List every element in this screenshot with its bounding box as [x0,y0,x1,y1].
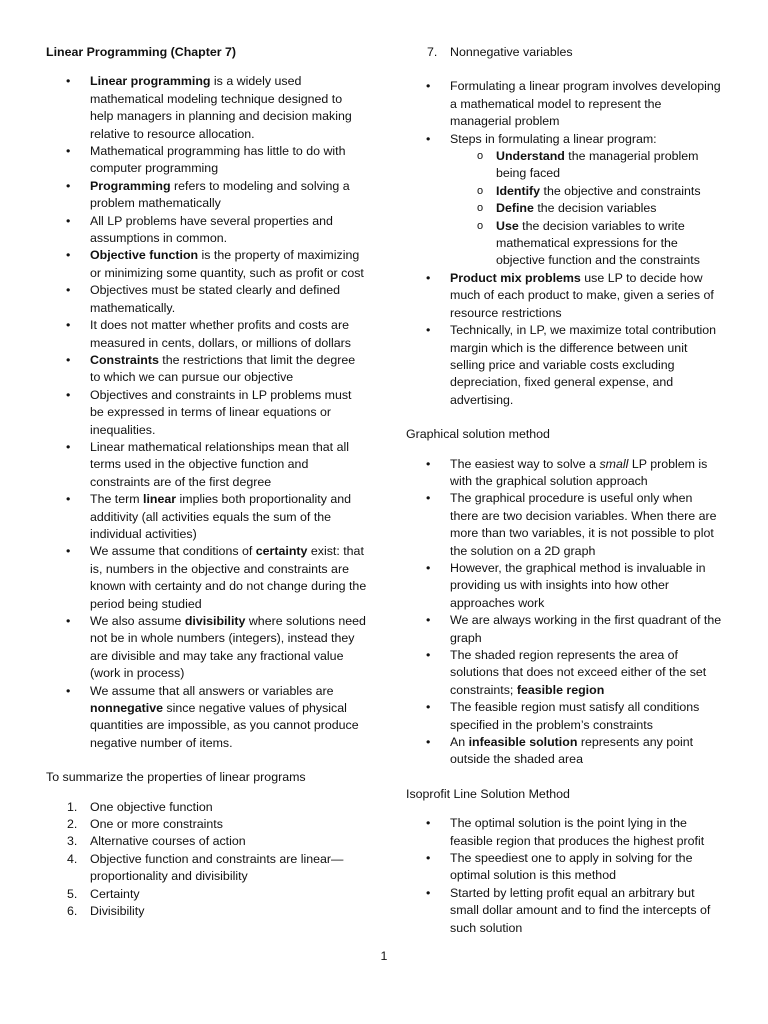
list-item: • All LP problems have several properties and assumptions in common. [46,213,368,248]
list-item: • The feasible region must satisfy all conditions specified in the problem’s constraints [406,699,724,734]
properties-list-right [406,44,724,61]
list-item: • Started by letting profit equal an arbitrary but small dollar amount and to find the intercepts of such solution [406,885,724,937]
list-item: • The term linear implies both proportionality and additivity (all activities equals the sum of the individual activities) [46,491,368,543]
numbered-item: 7. Nonnegative variables [406,44,724,61]
list-item: • Programming refers to modeling and solving a problem mathematically [46,178,368,213]
list-item: • The optimal solution is the point lying in the feasible region that produces the highest profit [406,815,724,850]
formulation-steps-list [407,148,724,270]
numbered-item: 6. Divisibility [46,903,368,920]
numbered-item: 2. One or more constraints [46,816,368,833]
graphical-bullet-list [406,456,724,769]
list-item: • We are always working in the first quadrant of the graph [406,612,724,647]
formulation-bullet-list [406,78,724,148]
product-mix-bullet-list [406,270,724,409]
list-item: o Understand the managerial problem being faced [451,148,724,183]
numbered-item: 5. Certainty [46,886,368,903]
list-item: • Linear mathematical relationships mean that all terms used in the objective function and constraints are of the first degree [46,439,368,491]
list-item: • It does not matter whether profits and costs are measured in cents, dollars, or millions of dollars [46,317,368,352]
list-item: • We assume that all answers or variables are nonnegative since negative values of physical quantities are impossible, as you cannot produce negative number of items. [46,683,368,753]
list-item: • We also assume divisibility where solutions need not be in whole numbers (integers), instead they are divisible and may take any fractional value (work in process) [46,613,368,683]
list-item: • Technically, in LP, we maximize total contribution margin which is the difference between unit selling price and variable costs excluding depreciation, fixed general expense, and advertising. [406,322,724,409]
left-column [46,44,368,921]
list-item: • We assume that conditions of certainty exist: that is, numbers in the objective and constraints are known with certainty and do not change during the period being studied [46,543,368,613]
item-number: 3. [67,834,78,849]
list-item: • However, the graphical method is invaluable in providing us with insights into how other approaches work [406,560,724,612]
item-number: 1. [67,799,78,814]
list-item: • Mathematical programming has little to do with computer programming [46,143,368,178]
list-item: • Objectives must be stated clearly and defined mathematically. [46,282,368,317]
numbered-item: 3. Alternative courses of action [46,833,368,850]
numbered-item: 4. Objective function and constraints are linear—proportionality and divisibility [67,851,344,884]
item-number: 6. [67,904,78,919]
item-number: 4. [67,851,78,866]
list-item: • Constraints the restrictions that limit the degree to which we can pursue our objective [46,352,368,387]
document-title: Linear Programming (Chapter 7) [46,45,237,59]
summary-heading: To summarize the properties of linear programs [46,770,306,785]
list-item: • Steps in formulating a linear program: [406,131,724,148]
item-number: 2. [67,817,78,832]
isoprofit-bullet-list [406,815,724,937]
graphical-heading: Graphical solution method [406,427,550,442]
list-item: • Objective function is the property of maximizing or minimizing some quantity, such as profit or cost [46,247,368,282]
intro-bullet-list [46,73,368,752]
isoprofit-heading: Isoprofit Line Solution Method [406,786,570,801]
list-item: • Product mix problems use LP to decide how much of each product to make, given a series of resource restrictions [406,270,724,322]
list-item: o Use the decision variables to write mathematical expressions for the objective function and the constraints [451,218,724,270]
list-item: • Formulating a linear program involves developing a mathematical model to represent the managerial problem [406,78,724,130]
page-number: 1 [380,949,388,963]
list-item: • Linear programming is a widely used mathematical modeling technique designed to help managers in planning and decision making relative to resource allocation. [46,73,368,143]
numbered-item: 1. One objective function [46,799,368,816]
properties-list-left [46,799,368,921]
right-column [406,44,724,937]
list-item: • An infeasible solution represents any point outside the shaded area [406,734,724,769]
list-item: • The easiest way to solve a small LP problem is with the graphical solution approach [406,456,724,491]
item-number: 7. [427,45,438,59]
item-number: 5. [67,886,78,901]
list-item: o Define the decision variables [451,200,724,217]
list-item: • Objectives and constraints in LP problems must be expressed in terms of linear equations or inequalities. [46,387,368,439]
list-item: o Identify the objective and constraints [451,183,724,200]
list-item: • The speediest one to apply in solving for the optimal solution is this method [406,850,724,885]
list-item: • The graphical procedure is useful only when there are two decision variables. When there are more than two variables, it is not possible to plot the solution on a 2D graph [406,490,724,560]
list-item: • The shaded region represents the area of solutions that does not exceed either of the set constraints; feasible region [406,647,724,699]
